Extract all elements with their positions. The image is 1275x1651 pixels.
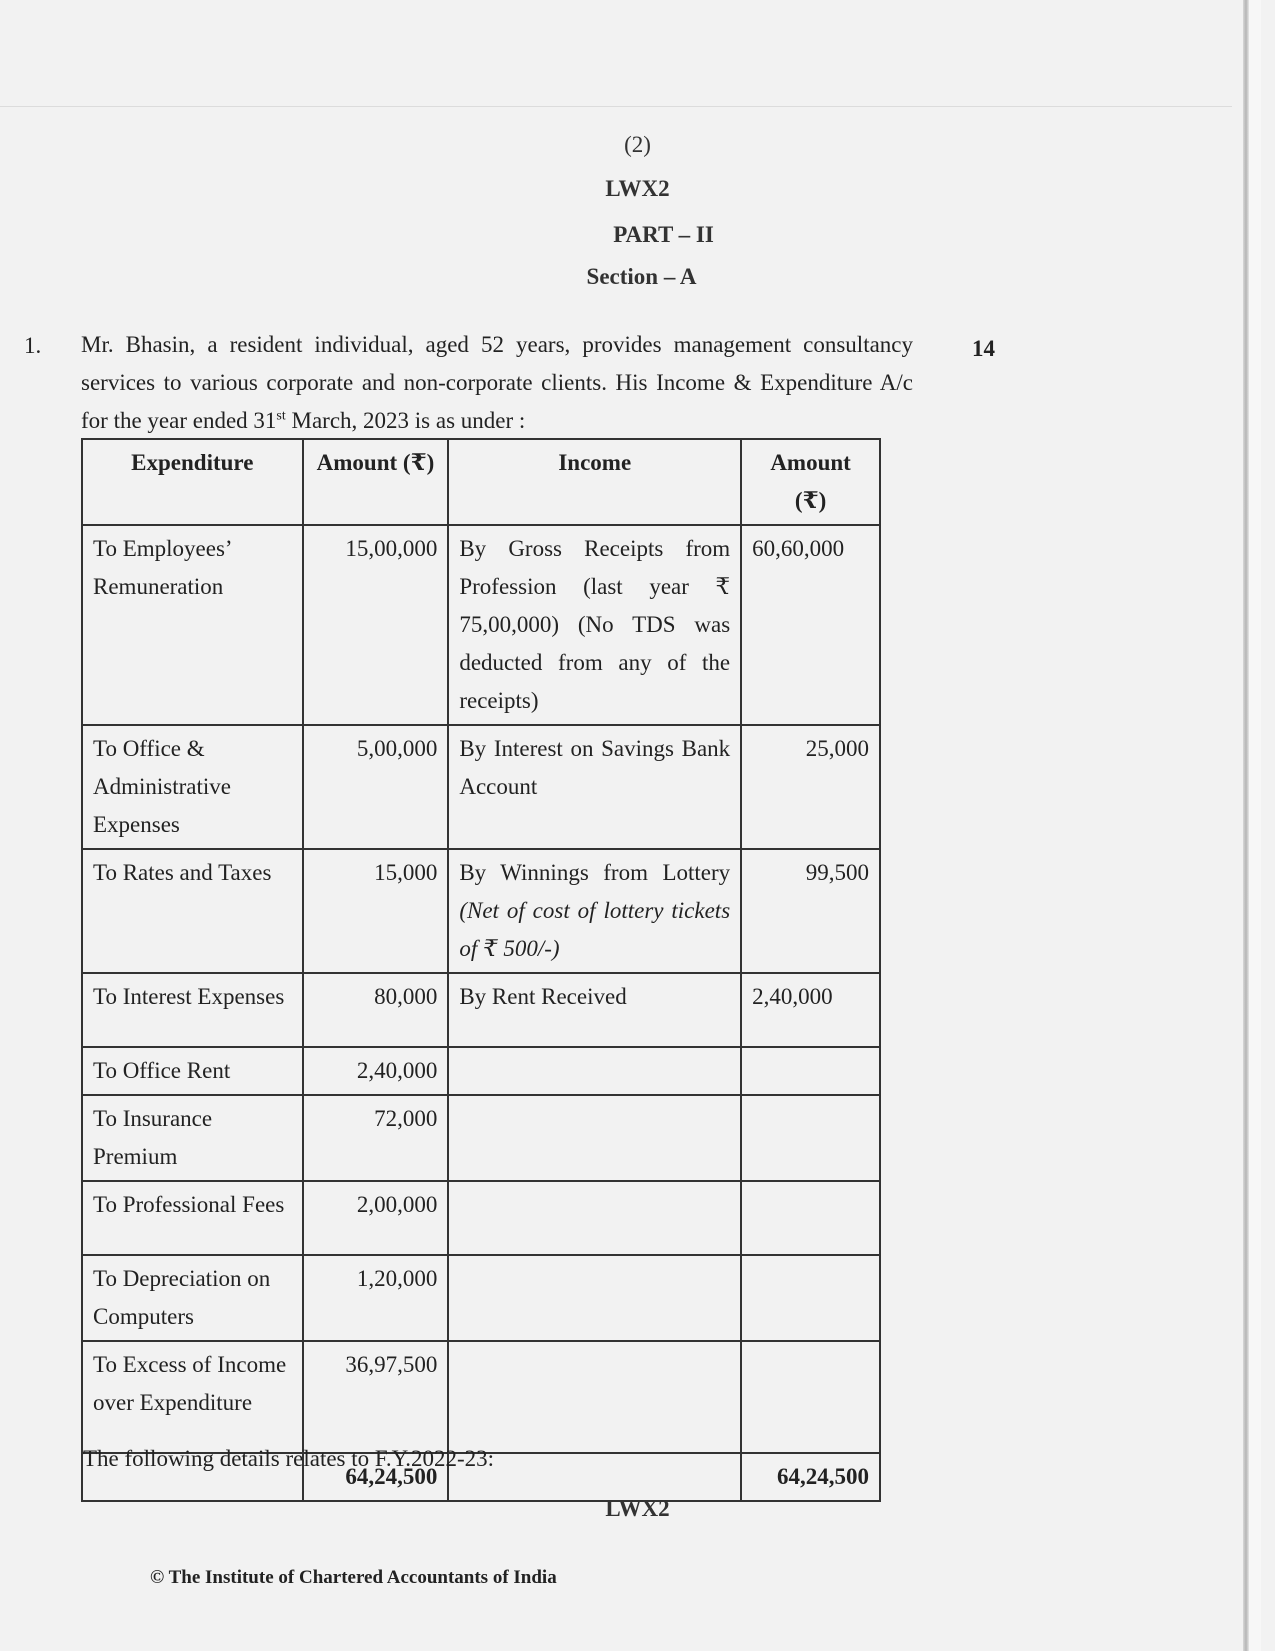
question-text xyxy=(81,326,913,440)
bottom-paper-code: LWX2 xyxy=(605,1496,670,1521)
expenditure-cell: To Employees’ Remuneration xyxy=(82,525,303,725)
income-cell: By Gross Receipts from Profession (last year ₹ 75,00,000) (No TDS was deducted from any of the receipts) xyxy=(448,525,741,725)
question-marks: 14 xyxy=(972,336,995,361)
income-amount xyxy=(741,1181,880,1255)
section-heading: Section – A xyxy=(586,264,697,289)
header-amount-left: Amount (₹) xyxy=(303,439,449,525)
question-number: 1. xyxy=(24,333,42,358)
income-text: By Winnings from Lottery xyxy=(459,860,731,885)
ordinal-suffix: st xyxy=(276,408,286,424)
expenditure-cell: To Rates and Taxes xyxy=(82,849,303,973)
table-row xyxy=(82,525,880,725)
table-row xyxy=(82,1255,880,1341)
income-cell: By Interest on Savings Bank Account xyxy=(448,725,741,849)
header-amount-right: Amount (₹) xyxy=(741,439,880,525)
income-amount: 25,000 xyxy=(741,725,880,849)
table-header-row xyxy=(82,439,880,525)
income-amount: 99,500 xyxy=(741,849,880,973)
expenditure-amount: 5,00,000 xyxy=(303,725,449,849)
income-amount xyxy=(741,1095,880,1181)
income-amount: 60,60,000 xyxy=(741,525,880,725)
expenditure-cell: To Interest Expenses xyxy=(82,973,303,1047)
income-cell xyxy=(448,849,741,973)
income-cell xyxy=(448,1255,741,1341)
header-expenditure: Expenditure xyxy=(82,439,303,525)
following-details-text: The following details relates to F.Y.2022-23: xyxy=(83,1446,495,1471)
expenditure-amount: 15,000 xyxy=(303,849,449,973)
expenditure-cell: To Professional Fees xyxy=(82,1181,303,1255)
expenditure-amount: 80,000 xyxy=(303,973,449,1047)
scan-divider xyxy=(0,106,1232,107)
income-cell xyxy=(448,1047,741,1095)
income-note: (Net of cost of lottery tickets of ₹ 500/-) xyxy=(459,898,731,961)
header-income: Income xyxy=(448,439,741,525)
page-number: (2) xyxy=(624,132,651,157)
expenditure-amount: 2,40,000 xyxy=(303,1047,449,1095)
paper-code: LWX2 xyxy=(605,176,670,201)
expenditure-amount: 15,00,000 xyxy=(303,525,449,725)
income-cell: By Rent Received xyxy=(448,973,741,1047)
table-row xyxy=(82,1341,880,1453)
expenditure-amount: 2,00,000 xyxy=(303,1181,449,1255)
question-text-main: Mr. Bhasin, a resident individual, aged 52 years, provides management consultancy services to various corporate and non-corporate clients. His Income & Expenditure A/c for the year ended 31 xyxy=(81,332,913,433)
income-amount xyxy=(741,1047,880,1095)
income-cell xyxy=(448,1341,741,1453)
table-row xyxy=(82,725,880,849)
table-row xyxy=(82,1095,880,1181)
expenditure-cell: To Depreciation on Computers xyxy=(82,1255,303,1341)
income-amount xyxy=(741,1341,880,1453)
expenditure-amount: 1,20,000 xyxy=(303,1255,449,1341)
income-amount: 2,40,000 xyxy=(741,973,880,1047)
expenditure-amount: 72,000 xyxy=(303,1095,449,1181)
expenditure-amount: 36,97,500 xyxy=(303,1341,449,1453)
expenditure-cell: To Excess of Income over Expenditure xyxy=(82,1341,303,1453)
table-row xyxy=(82,1181,880,1255)
expenditure-cell: To Office & Administrative Expenses xyxy=(82,725,303,849)
expenditure-cell: To Insurance Premium xyxy=(82,1095,303,1181)
question-text-end: March, 2023 is as under : xyxy=(285,408,526,433)
copyright-footer: © The Institute of Chartered Accountants of India xyxy=(150,1567,557,1588)
table-row xyxy=(82,973,880,1047)
income-amount xyxy=(741,1255,880,1341)
table-row xyxy=(82,1047,880,1095)
income-expenditure-table xyxy=(81,438,881,1502)
income-cell xyxy=(448,1095,741,1181)
table-row xyxy=(82,849,880,973)
expenditure-cell: To Office Rent xyxy=(82,1047,303,1095)
part-heading: PART – II xyxy=(613,222,714,247)
income-total: 64,24,500 xyxy=(741,1453,880,1501)
expenditure-total: 64,24,500 xyxy=(303,1453,449,1501)
income-cell xyxy=(448,1181,741,1255)
